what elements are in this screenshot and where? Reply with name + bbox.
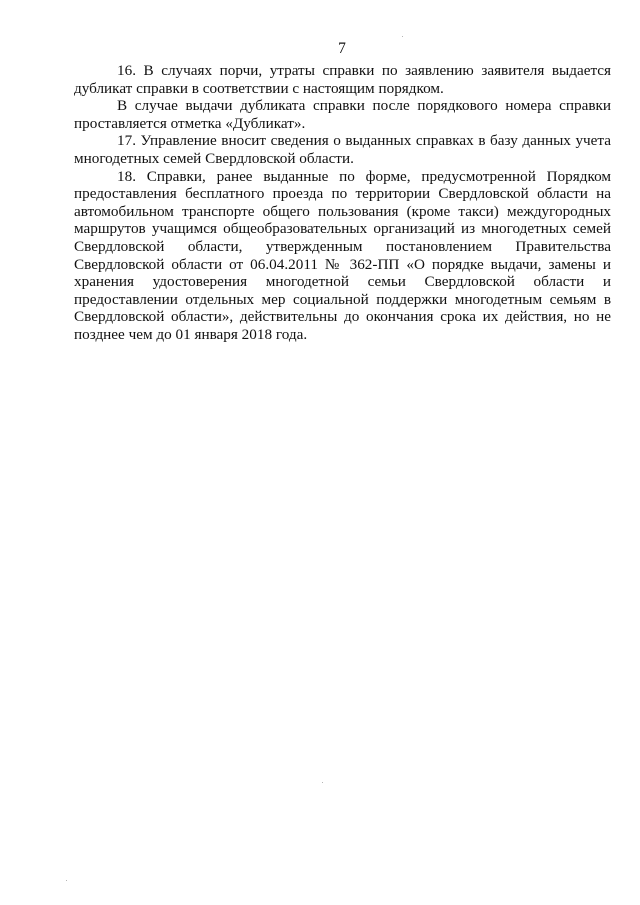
paragraph-17: 17. Управление вносит сведения о выданных справках в базу данных учета многодетных семей Свердловской области. [74,132,611,167]
scan-speck [322,782,323,783]
scan-speck [402,36,403,37]
document-body [74,62,611,344]
paragraph-18: 18. Справки, ранее выданные по форме, предусмотренной Порядком предоставления бесплатного проезда по территории Свердловской области на автомобильном транспорте общего пользования (кроме такси) междугородных маршрутов учащимся общеобразовательных организаций из многодетных семей Свердловской области, утвержденным постановлением Правительства Свердловской области от 06.04.2011 № 362-ПП «О порядке выдачи, замены и хранения удостоверения многодетной семьи Свердловской области и предоставлении отдельных мер социальной поддержки многодетным семьям в Свердловской области», действительны до окончания срока их действия, но не позднее чем до 01 января 2018 года. [74,167,611,343]
paragraph-16: 16. В случаях порчи, утраты справки по заявлению заявителя выдается дубликат справки в соответствии с настоящим порядком. [74,62,611,97]
page-number: 7 [338,40,346,57]
scan-speck [66,880,67,881]
paragraph-duplicate-mark: В случае выдачи дубликата справки после порядкового номера справки проставляется отметка «Дубликат». [74,97,611,132]
